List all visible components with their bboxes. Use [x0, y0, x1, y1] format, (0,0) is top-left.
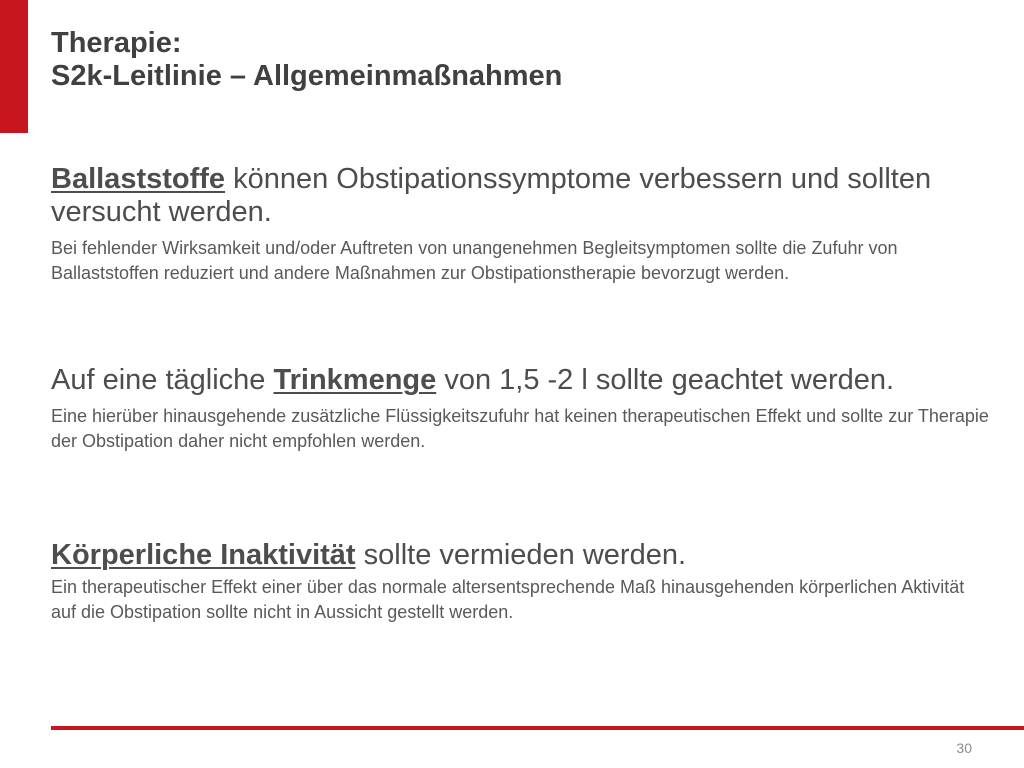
section-body: Ein therapeutischer Effekt einer über das normale altersentsprechende Maß hinausgehenden körperlichen Aktivität auf die Obstipation sollte nicht in Aussicht gestellt werden. — [51, 577, 965, 622]
heading-keyword: Körperliche Inaktivität — [51, 539, 356, 571]
page-number: 30 — [956, 740, 972, 756]
heading-post: sollte vermieden werden. — [355, 539, 687, 571]
section-koerperliche-inaktivitaet — [51, 539, 991, 625]
heading-pre: Auf eine tägliche — [51, 364, 274, 396]
section-heading — [51, 539, 991, 572]
section-heading — [51, 163, 991, 229]
section-body: Eine hierüber hinausgehende zusätzliche Flüssigkeitszufuhr hat keinen therapeutischen Effekt und sollte zur Therapie der Obstipation daher nicht empfohlen werden. — [51, 406, 989, 451]
title-accent-bar — [0, 0, 28, 133]
slide-title-line-1: Therapie: — [51, 27, 182, 59]
heading-keyword: Ballaststoffe — [51, 163, 226, 195]
section-ballaststoffe — [51, 163, 991, 286]
heading-post: können Obstipationssymptome verbessern und sollten versucht werden. — [51, 163, 932, 228]
section-heading — [51, 364, 991, 397]
section-body: Bei fehlender Wirksamkeit und/oder Auftreten von unangenehmen Begleitsymptomen sollte die Zufuhr von Ballaststoffen reduziert und andere Maßnahmen zur Obstipationstherapie bevorzugt werden. — [51, 238, 898, 283]
section-trinkmenge — [51, 364, 991, 454]
slide-title-line-2: S2k-Leitlinie – Allgemeinmaßnahmen — [51, 60, 563, 92]
heading-keyword: Trinkmenge — [273, 364, 437, 396]
footer-divider — [51, 726, 1024, 730]
heading-post: von 1,5 -2 l sollte geachtet werden. — [436, 364, 895, 396]
slide-title — [51, 27, 562, 93]
